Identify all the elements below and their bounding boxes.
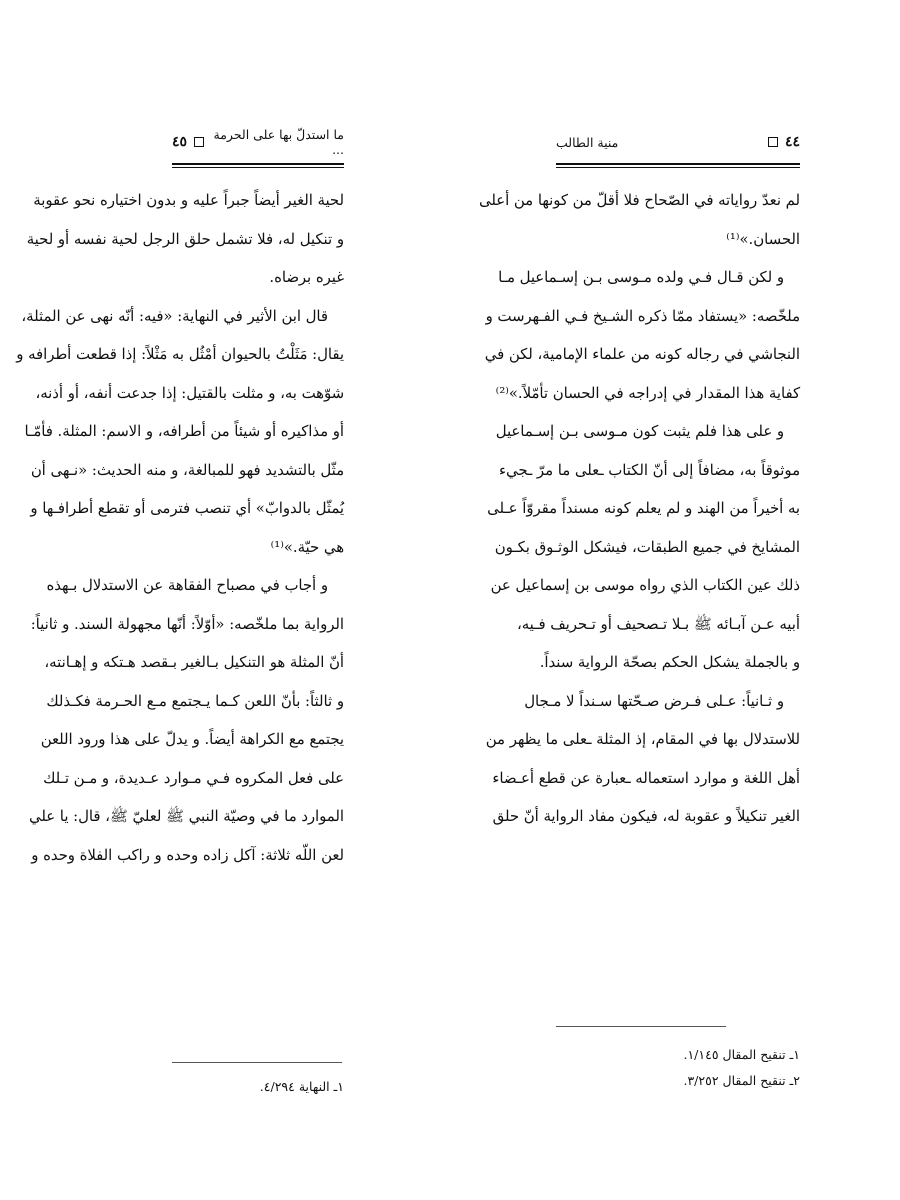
text-line: لعن اللّه ثلاثة: آكل زاده وحده و راكب الفلاة وحده و [31, 846, 344, 864]
text-line: و ثالثاً: بأنّ اللعن كـما يـجتمع مـع الحـرمة فكـذلك [46, 692, 344, 710]
footnotes [556, 1042, 800, 1094]
footnote: ٢ـ تنقيح المقال ٣/٢٥٢. [683, 1073, 800, 1088]
page-body [16, 182, 344, 875]
text-line: شوّهت به، و مثلت بالقتيل: إذا جدعت أنفه، أو أذنه، [35, 384, 344, 402]
text-line: ملخّصه: «يستفاد ممّا ذكره الشـيخ فـي الفـهرست و [485, 307, 800, 325]
text-line: الرواية بما ملخّصه: «أوّلاً: أنّها مجهولة السند. و ثانياً: [30, 615, 344, 633]
left-page-header [172, 127, 344, 157]
text-line: للاستدلال بها في المقام، إذ المثلة ـعلى ما يظهر من [485, 731, 800, 748]
text-line: أهل اللغة و موارد استعماله ـعبارة عن قطع أعـضاء [492, 769, 800, 787]
running-title: منية الطالب [556, 134, 619, 150]
header-rule [556, 163, 800, 165]
text-line: و تنكيل له، فلا تشمل حلق الرجل لحية نفسه أو لحية [26, 230, 344, 248]
text-line: موثوقاً به، مضافاً إلى أنّ الكتاب ـعلى ما مرّ ـجيء [499, 461, 800, 479]
footnote-rule [172, 1062, 342, 1063]
header-rule-thin [556, 167, 800, 168]
text-line: و على هذا فلم يثبت كون مـوسى بـن إسـماعيل [495, 423, 784, 440]
text-line: قال ابن الأثير في النهاية: «فيه: أنّه نهى عن المثلة، [21, 307, 328, 325]
footnotes [172, 1074, 344, 1100]
text-line: الغير تنكيلاً و عقوبة له، فيكون مفاد الرواية أنّ حلق [492, 808, 800, 825]
text-line: على فعل المكروه فـي مـوارد عـديدة، و مـن تـلك [43, 769, 344, 787]
text-line: يجتمع مع الكراهة أيضاً. و يدلّ على هذا ورود اللعن [40, 731, 344, 748]
text-line: و لكن قـال فـي ولده مـوسى بـن إسـماعيل مـا [498, 269, 784, 286]
text-line: يُمثّل بالدوابّ» أي تنصب فترمى أو تقطع أطرافـها و [30, 500, 344, 517]
header-rule-thin [172, 167, 344, 168]
text-line: أبيه عـن آبـائه ﷺ بـلا تـصحيف أو تـحريف فـيه، [516, 615, 800, 633]
page-number: ٤٥ [172, 134, 204, 150]
text-line: و ثـانياً: عـلى فـرض صـحّتها سـنداً لا مـجال [524, 692, 784, 710]
text-line: غيره برضاه. [269, 269, 344, 286]
text-line: لحية الغير أيضاً جبراً عليه و بدون اختياره نحو عقوبة [33, 192, 344, 209]
text-line: و أجاب في مصباح الفقاهة عن الاستدلال بـهذه [46, 577, 328, 594]
footnote: ١ـ تنقيح المقال ١/١٤٥. [683, 1047, 800, 1062]
text-line: ذلك عين الكتاب الذي رواه موسى بن إسماعيل عن [490, 577, 800, 594]
footnote: ١ـ النهاية ٤/٢٩٤. [259, 1079, 344, 1094]
text-line: يقال: مَثَلْتُ بالحيوان أمْثُل به مَثْلاً: إذا قطعت أطرافه و [16, 346, 344, 363]
page-body [479, 182, 800, 837]
footnote-rule [556, 1026, 726, 1027]
header-rule [172, 163, 344, 165]
text-line: لم نعدّ رواياته في الصّحاح فلا أقلّ من كونها من أعلى [479, 192, 800, 209]
text-line: الحسان.»⁽¹⁾ [726, 230, 800, 248]
text-line: أو مذاكيره أو شيئاً من أطرافه، و الاسم: المثلة. فأمّـا [24, 423, 344, 440]
running-title: ما استدلّ بها على الحرمة ... [213, 127, 344, 157]
square-ornament-icon [194, 137, 204, 147]
text-line: الموارد ما في وصيّة النبي ﷺ لعليّ ﷺ، قال: يا علي [29, 808, 344, 825]
right-page-header [556, 130, 800, 154]
square-ornament-icon [768, 137, 778, 147]
text-line: مثّل بالتشديد فهو للمبالغة، و منه الحديث: «نـهى أن [30, 461, 344, 479]
text-line: كفاية هذا المقدار في إدراجه في الحسان تأمّلاً.»⁽²⁾ [495, 384, 800, 402]
text-line: هي حيّة.»⁽¹⁾ [270, 538, 344, 556]
text-line: المشايخ في جميع الطبقات، فيشكل الوثـوق بكـون [494, 538, 800, 556]
page-number: ٤٤ [768, 134, 800, 150]
text-line: و بالجملة يشكل الحكم بصحّة الرواية سنداً. [539, 654, 800, 671]
text-line: النجاشي في رجاله كونه من علماء الإمامية، لكن في [484, 346, 800, 363]
text-line: أنّ المثلة هو التنكيل بـالغير بـقصد هـتكه و إهـانته، [44, 654, 344, 671]
text-line: به أخيراً من الهند و لم يعلم كونه مسنداً مقروّاً عـلى [487, 500, 800, 517]
